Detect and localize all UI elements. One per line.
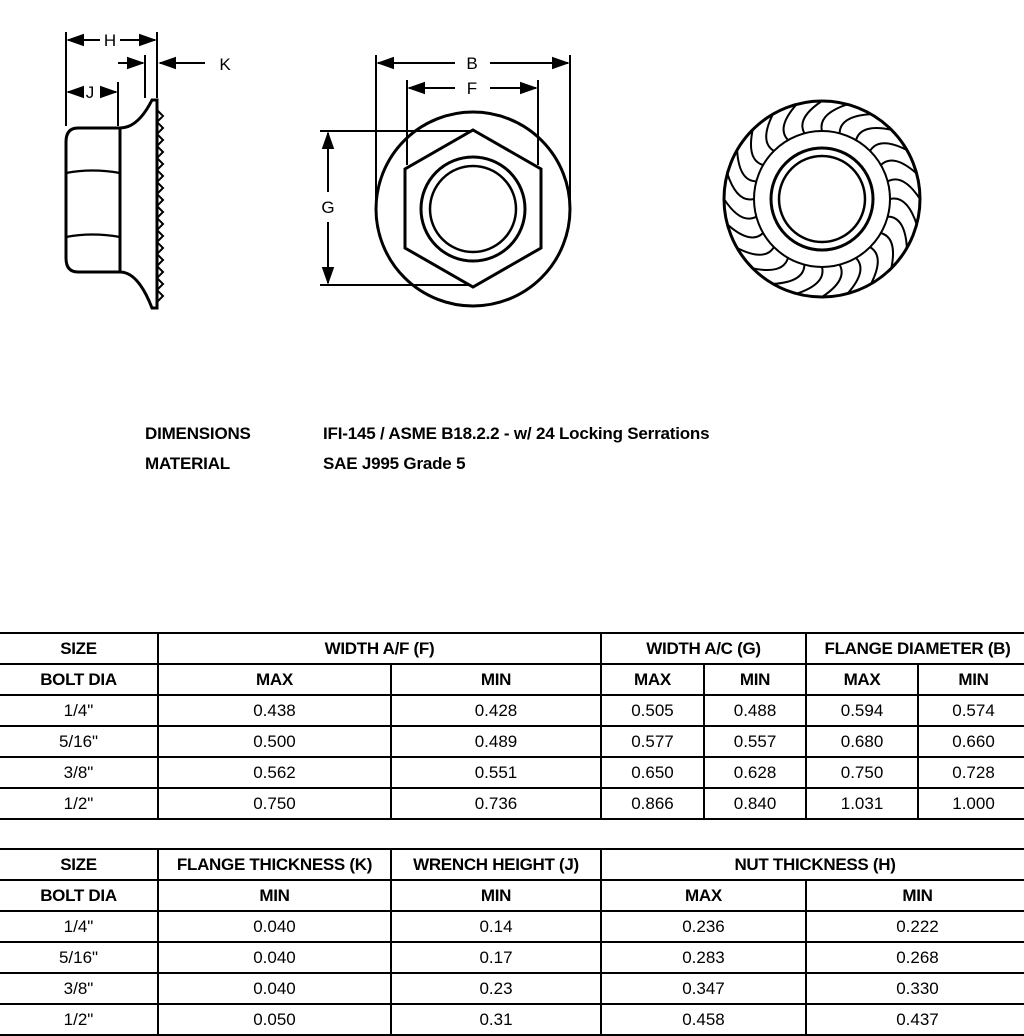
col-header-flange-diameter: FLANGE DIAMETER (B)	[806, 633, 1024, 664]
table-cell: 0.750	[806, 757, 918, 788]
serration-tooth	[822, 265, 842, 297]
table-cell: 0.660	[918, 726, 1024, 757]
table-cell: 0.840	[704, 788, 806, 819]
table-cell: 1/4"	[0, 911, 158, 942]
serration-tooth	[751, 130, 763, 165]
col-header-wrench-height: WRENCH HEIGHT (J)	[391, 849, 601, 880]
table-cell: 0.347	[601, 973, 806, 1004]
table-cell: 0.562	[158, 757, 391, 788]
table-cell: 0.438	[158, 695, 391, 726]
side-view-drawing	[66, 32, 205, 308]
subheader-min: MIN	[704, 664, 806, 695]
dimensions-value: IFI-145 / ASME B18.2.2 - w/ 24 Locking Serrations	[323, 424, 710, 443]
serration-tooth	[870, 247, 878, 284]
serration-tooth	[727, 174, 754, 200]
subheader-min: MIN	[918, 664, 1024, 695]
table-cell: 0.574	[918, 695, 1024, 726]
table-cell: 0.050	[158, 1004, 391, 1035]
table-cell: 0.17	[391, 942, 601, 973]
table-header-row	[0, 849, 1024, 880]
table-row	[0, 911, 1024, 942]
serration-tooth	[890, 198, 917, 224]
table-subheader-row	[0, 664, 1024, 695]
serration-tooth	[802, 101, 822, 133]
subheader-min: MIN	[391, 880, 601, 911]
table-cell: 1.031	[806, 788, 918, 819]
table-cell: 0.594	[806, 695, 918, 726]
dim-label-k: K	[219, 55, 231, 74]
table-row	[0, 695, 1024, 726]
subheader-min: MIN	[806, 880, 1024, 911]
table-row	[0, 757, 1024, 788]
col-header-size: SIZE	[0, 633, 158, 664]
serration-tooth	[797, 267, 823, 294]
table-cell: 3/8"	[0, 757, 158, 788]
dim-label-f: F	[466, 79, 478, 98]
col-header-flange-thickness: FLANGE THICKNESS (K)	[158, 849, 391, 880]
col-header-nut-thickness: NUT THICKNESS (H)	[601, 849, 1024, 880]
serration-tooth	[737, 247, 774, 255]
table-cell: 0.040	[158, 973, 391, 1004]
table-cell: 0.040	[158, 911, 391, 942]
table-cell: 0.458	[601, 1004, 806, 1035]
table-cell: 0.268	[806, 942, 1024, 973]
table-subheader-row	[0, 880, 1024, 911]
table-row	[0, 1004, 1024, 1035]
table-cell: 0.14	[391, 911, 601, 942]
table-cell: 0.283	[601, 942, 806, 973]
subheader-min: MIN	[158, 880, 391, 911]
serration-tooth	[766, 114, 774, 151]
serration-tooth	[753, 258, 788, 270]
table-cell: 5/16"	[0, 942, 158, 973]
dim-label-h: H	[103, 31, 117, 50]
dim-label-b: B	[466, 54, 478, 73]
table-cell: 0.236	[601, 911, 806, 942]
table-cell: 0.488	[704, 695, 806, 726]
table-cell: 1.000	[918, 788, 1024, 819]
technical-drawings	[0, 0, 1024, 330]
table-cell: 0.428	[391, 695, 601, 726]
table-cell: 0.040	[158, 942, 391, 973]
table-cell: 0.500	[158, 726, 391, 757]
top-view-drawing	[320, 55, 570, 306]
serration-tooth	[870, 143, 907, 151]
table-cell: 0.551	[391, 757, 601, 788]
table-row	[0, 726, 1024, 757]
table-cell: 0.728	[918, 757, 1024, 788]
subheader-max: MAX	[601, 664, 704, 695]
table-row	[0, 973, 1024, 1004]
serration-tooth	[881, 233, 893, 268]
table-row	[0, 942, 1024, 973]
serration-tooth	[888, 179, 920, 199]
table-cell: 0.736	[391, 788, 601, 819]
table-cell: 0.577	[601, 726, 704, 757]
table-cell: 0.680	[806, 726, 918, 757]
table-cell: 0.31	[391, 1004, 601, 1035]
material-label: MATERIAL	[145, 454, 230, 473]
dimensions-table-thickness	[0, 848, 1024, 1036]
table-cell: 1/2"	[0, 1004, 158, 1035]
subheader-min: MIN	[391, 664, 601, 695]
table-cell: 0.330	[806, 973, 1024, 1004]
table-cell: 0.489	[391, 726, 601, 757]
serration-tooth	[724, 199, 756, 219]
material-value: SAE J995 Grade 5	[323, 454, 466, 473]
table-cell: 3/8"	[0, 973, 158, 1004]
table-cell: 0.505	[601, 695, 704, 726]
table-row	[0, 788, 1024, 819]
subheader-bolt-dia: BOLT DIA	[0, 880, 158, 911]
table-cell: 0.866	[601, 788, 704, 819]
table-cell: 0.437	[806, 1004, 1024, 1035]
table-cell: 1/4"	[0, 695, 158, 726]
subheader-max: MAX	[806, 664, 918, 695]
col-header-size: SIZE	[0, 849, 158, 880]
dimensions-label: DIMENSIONS	[145, 424, 251, 443]
table-cell: 0.222	[806, 911, 1024, 942]
table-cell: 0.557	[704, 726, 806, 757]
col-header-width-af: WIDTH A/F (F)	[158, 633, 601, 664]
subheader-max: MAX	[601, 880, 806, 911]
table-cell: 0.23	[391, 973, 601, 1004]
subheader-max: MAX	[158, 664, 391, 695]
table-cell: 0.628	[704, 757, 806, 788]
serration-tooth	[856, 128, 891, 140]
serration-tooth	[821, 104, 847, 131]
table-cell: 0.650	[601, 757, 704, 788]
table-cell: 1/2"	[0, 788, 158, 819]
col-header-width-ac: WIDTH A/C (G)	[601, 633, 806, 664]
table-cell: 0.750	[158, 788, 391, 819]
dimensions-table-width-flange	[0, 632, 1024, 820]
table-cell: 5/16"	[0, 726, 158, 757]
dim-label-j: J	[85, 83, 95, 102]
subheader-bolt-dia: BOLT DIA	[0, 664, 158, 695]
table-header-row	[0, 633, 1024, 664]
bottom-view-drawing	[724, 101, 920, 297]
dim-label-g: G	[321, 198, 335, 217]
